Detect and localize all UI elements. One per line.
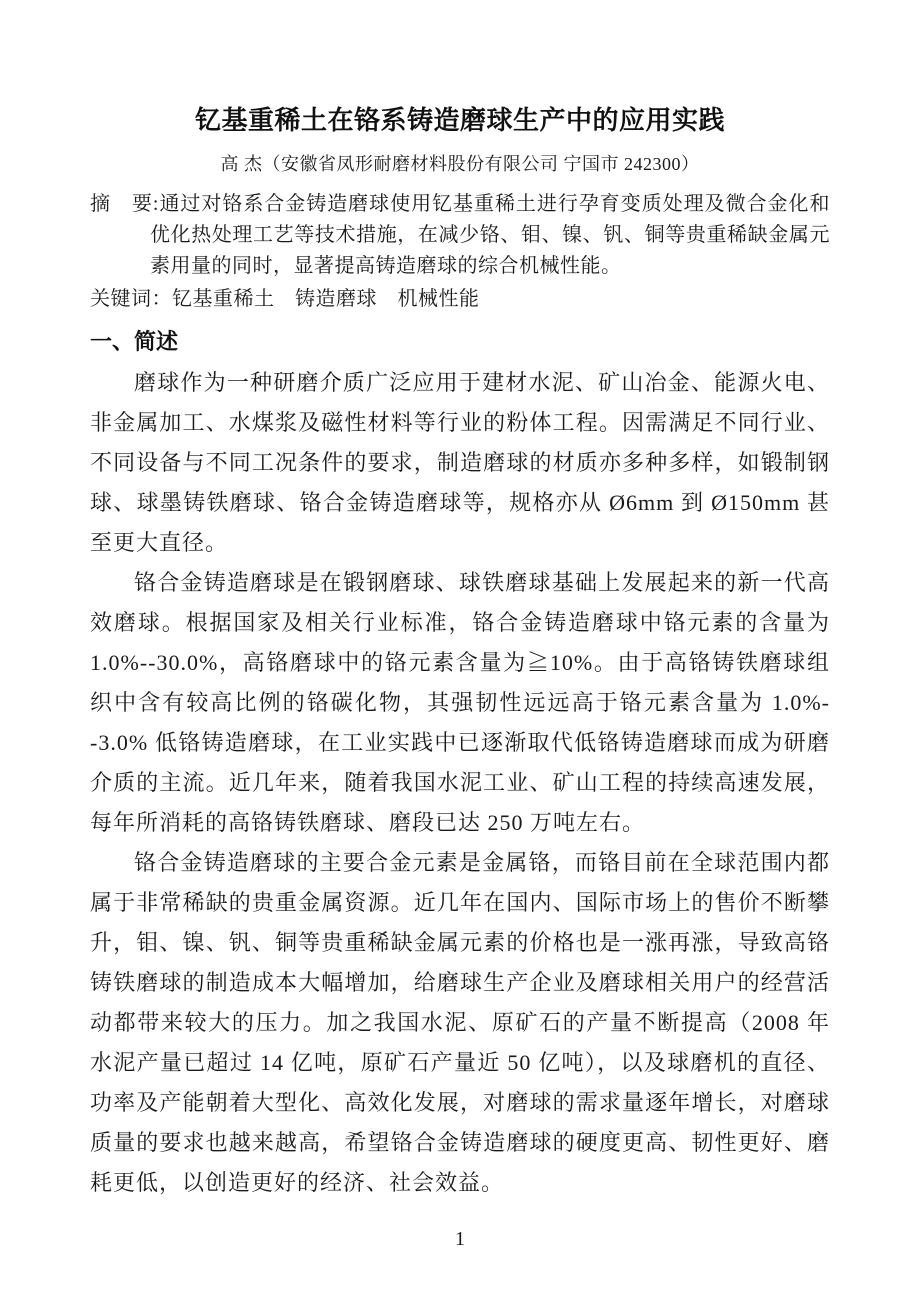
paragraph-2: 铬合金铸造磨球是在锻钢磨球、球铁磨球基础上发展起来的新一代高效磨球。根据国家及相关行业标准，铬合金铸造磨球中铬元素的含量为 1.0%--30.0%，高铬磨球中的铬元素含量为≧10%。由于高铬铸铁磨球组织中含有较高比例的铬碳化物，其强韧性远远高于铬元素含量为 1.0%--3.0% 低铬铸造磨球，在工业实践中已逐渐取代低铬铸造磨球而成为研磨介质的主流。近几年来，随着我国水泥工业、矿山工程的持续高速发展，每年所消耗的高铬铸铁磨球、磨段已达 250 万吨左右。 <box>90 570 830 835</box>
keywords-label: 关键词： <box>90 288 172 310</box>
keywords-text: 钇基重稀土 铸造磨球 机械性能 <box>172 288 480 310</box>
author-line: 高 杰（安徽省凤形耐磨材料股份有限公司 宁国市 242300） <box>220 154 700 174</box>
section-heading: 一、简述 <box>90 329 179 354</box>
abstract-text: 通过对铬系合金铸造磨球使用钇基重稀土进行孕育变质处理及微合金化和优化热处理工艺等技术措施，在减少铬、钼、镍、钒、铜等贵重稀缺金属元素用量的同时，显著提高铸造磨球的综合机械性能。 <box>150 193 830 277</box>
keywords-line <box>90 284 830 315</box>
paragraph-1: 磨球作为一种研磨介质广泛应用于建材水泥、矿山冶金、能源火电、非金属加工、水煤浆及磁性材料等行业的粉体工程。因需满足不同行业、不同设备与不同工况条件的要求，制造磨球的材质亦多种多样，如锻制钢球、球墨铸铁磨球、铬合金铸造磨球等，规格亦从 Ø6mm 到 Ø150mm 甚至更大直径。 <box>90 370 830 555</box>
page-number: 1 <box>455 1228 465 1250</box>
paragraph-3: 铬合金铸造磨球的主要合金元素是金属铬，而铬目前在全球范围内都属于非常稀缺的贵重金属资源。近几年在国内、国际市场上的售价不断攀升，钼、镍、钒、铜等贵重稀缺金属元素的价格也是一涨再涨，导致高铬铸铁磨球的制造成本大幅增加，给磨球生产企业及磨球相关用户的经营活动都带来较大的压力。加之我国水泥、原矿石的产量不断提高（2008 年水泥产量已超过 14 亿吨，原矿石产量近 50 亿吨），以及球磨机的直径、功率及产能朝着大型化、高效化发展，对磨球的需求量逐年增长，对磨球质量的要求也越来越高，希望铬合金铸造磨球的硬度更高、韧性更好、磨耗更低，以创造更好的经济、社会效益。 <box>90 850 830 1195</box>
page-title: 钇基重稀土在铬系铸造磨球生产中的应用实践 <box>194 106 725 135</box>
abstract-label: 摘 要: <box>90 193 159 215</box>
abstract-block <box>90 189 830 282</box>
